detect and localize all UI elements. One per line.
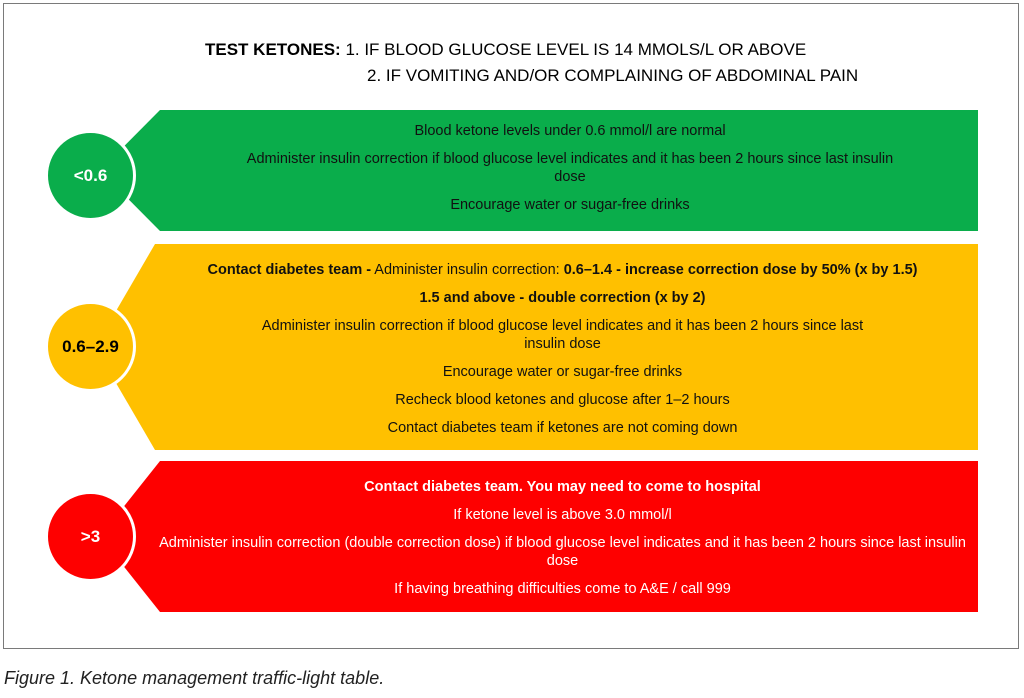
- badge-moderate-label: 0.6–2.9: [62, 336, 119, 356]
- moderate-line-1-normal: Administer insulin correction:: [371, 262, 564, 278]
- moderate-line-1-bold-a: Contact diabetes team -: [207, 262, 372, 278]
- band-high-text: [150, 478, 975, 598]
- header-lead: TEST KETONES:: [205, 40, 341, 59]
- high-line-1: [150, 478, 975, 496]
- test-ketones-header: [205, 37, 858, 89]
- badge-high-label: >3: [80, 526, 101, 546]
- high-line-1-bold: Contact diabetes team. You may need to come to hospital: [364, 479, 761, 495]
- moderate-line-2: [150, 289, 975, 307]
- moderate-line-1: [150, 261, 975, 279]
- high-line-3: Administer insulin correction (double correction dose) if blood glucose level indicates and it has been 2 hours since last insulin dose: [159, 535, 966, 569]
- band-moderate: [40, 244, 978, 450]
- high-line-4: If having breathing difficulties come to A&E / call 999: [394, 581, 731, 597]
- normal-line-3: Encourage water or sugar-free drinks: [450, 197, 690, 213]
- normal-line-1: Blood ketone levels under 0.6 mmol/l are normal: [414, 123, 726, 139]
- moderate-line-4: Encourage water or sugar-free drinks: [442, 364, 683, 380]
- badge-high: [45, 491, 136, 582]
- badge-normal: [45, 130, 136, 221]
- high-line-2: If ketone level is above 3.0 mmol/l: [453, 507, 672, 523]
- band-high: [40, 461, 978, 612]
- moderate-line-5: Recheck blood ketones and glucose after 1–2 hours: [395, 392, 730, 408]
- header-line-1: 1. IF BLOOD GLUCOSE LEVEL IS 14 MMOLS/L OR ABOVE: [345, 40, 807, 59]
- moderate-line-2-bold: 1.5 and above - double correction (x by 2): [419, 290, 706, 306]
- band-normal: [40, 110, 978, 231]
- badge-normal-label: <0.6: [73, 165, 108, 185]
- normal-line-2: Administer insulin correction if blood glucose level indicates and it has been 2 hours since last insulin dose: [246, 151, 894, 185]
- band-normal-text: [180, 122, 960, 214]
- moderate-line-3: Administer insulin correction if blood glucose level indicates and it has been 2 hours since last insulin dose: [261, 318, 864, 352]
- moderate-line-1-bold-b: 0.6–1.4 - increase correction dose by 50% (x by 1.5): [563, 262, 918, 278]
- band-moderate-text: [150, 261, 975, 437]
- figure-caption: Figure 1. Ketone management traffic-light table.: [4, 668, 385, 688]
- badge-moderate: [45, 301, 136, 392]
- moderate-line-6: Contact diabetes team if ketones are not coming down: [387, 420, 738, 436]
- header-line-2: 2. IF VOMITING AND/OR COMPLAINING OF ABDOMINAL PAIN: [367, 66, 859, 85]
